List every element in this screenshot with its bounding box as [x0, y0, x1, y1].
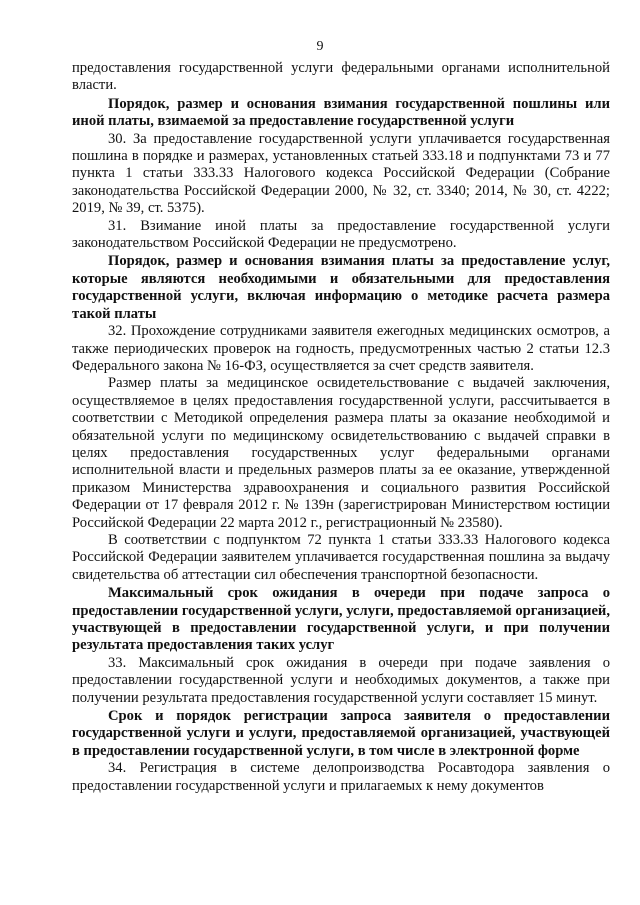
- section-heading-queue-time: Максимальный срок ожидания в очереди при подаче запроса о предоставлении государственной услуги, услуги, предоставляемой организацией, участвующей в предоставлении государственной услуги, и при получении результата предоставления таких услуг: [72, 585, 610, 654]
- paragraph-attestation-fee: В соответствии с подпунктом 72 пункта 1 статьи 333.33 Налогового кодекса Российской Федерации заявителем уплачивается государственная пошлина за выдачу свидетельства об аттестации сил обеспечения транспортной безопасности.: [72, 531, 610, 583]
- paragraph-33: 33. Максимальный срок ожидания в очереди при подаче заявления о предоставлении государственной услуги и необходимых документов, а также при получении результата предоставления государственной услуги составляет 15 минут.: [72, 654, 610, 706]
- paragraph-continuation: предоставления государственной услуги федеральными органами исполнительной власти.: [72, 60, 610, 94]
- paragraph-32: 32. Прохождение сотрудниками заявителя ежегодных медицинских осмотров, а также периодических проверок на годность, предусмотренных частью 2 статьи 12.3 Федерального закона № 16-ФЗ, осуществляется за счет средств заявителя.: [72, 323, 610, 374]
- paragraph-medical-fee: Размер платы за медицинское освидетельствование с выдачей заключения, осуществляемое в целях предоставления государственной услуги, рассчитывается в соответствии с Методикой определения размера платы за оказание необходимой и обязательной услуги по медицинскому освидетельствованию с выдачей справки в целях предоставления государственных услуг федеральными органами исполнительной власти и предельных размеров платы за ее оказание, утвержденной приказом Министерства здравоохранения и социального развития Российской Федерации от 17 февраля 2012 г. № 139н (зарегистрирован Министерством юстиции Российской Федерации 22 марта 2012 г., регистрационный № 23580).: [72, 375, 610, 531]
- paragraph-30: 30. За предоставление государственной услуги уплачивается государственная пошлина в порядке и размерах, установленных статьей 333.18 и подпунктами 73 и 77 пункта 1 статьи 333.33 Налогового кодекса Российской Федерации (Собрание законодательства Российской Федерации 2000, № 32, ст. 3340; 2014, № 30, ст. 4222; 2019, № 39, ст. 5375).: [72, 130, 610, 217]
- paragraph-31: 31. Взимание иной платы за предоставление государственной услуги законодательством Российской Федерации не предусмотрено.: [72, 217, 610, 252]
- document-body: [72, 60, 610, 795]
- paragraph-34: 34. Регистрация в системе делопроизводства Росавтодора заявления о предоставлении государственной услуги и прилагаемых к нему документов: [72, 760, 610, 794]
- page-number: 9: [316, 39, 324, 54]
- section-heading-state-fee: Порядок, размер и основания взимания государственной пошлины или иной платы, взимаемой за предоставление государственной услуги: [72, 95, 610, 130]
- section-heading-required-services-fee: Порядок, размер и основания взимания платы за предоставление услуг, которые являются необходимыми и обязательными для предоставления государственной услуги, включая информацию о методике расчета размера такой платы: [72, 253, 610, 322]
- section-heading-registration: Срок и порядок регистрации запроса заявителя о предоставлении государственной услуги и услуги, предоставляемой организацией, участвующей в предоставлении государственной услуги, в том числе в электронной форме: [72, 708, 610, 759]
